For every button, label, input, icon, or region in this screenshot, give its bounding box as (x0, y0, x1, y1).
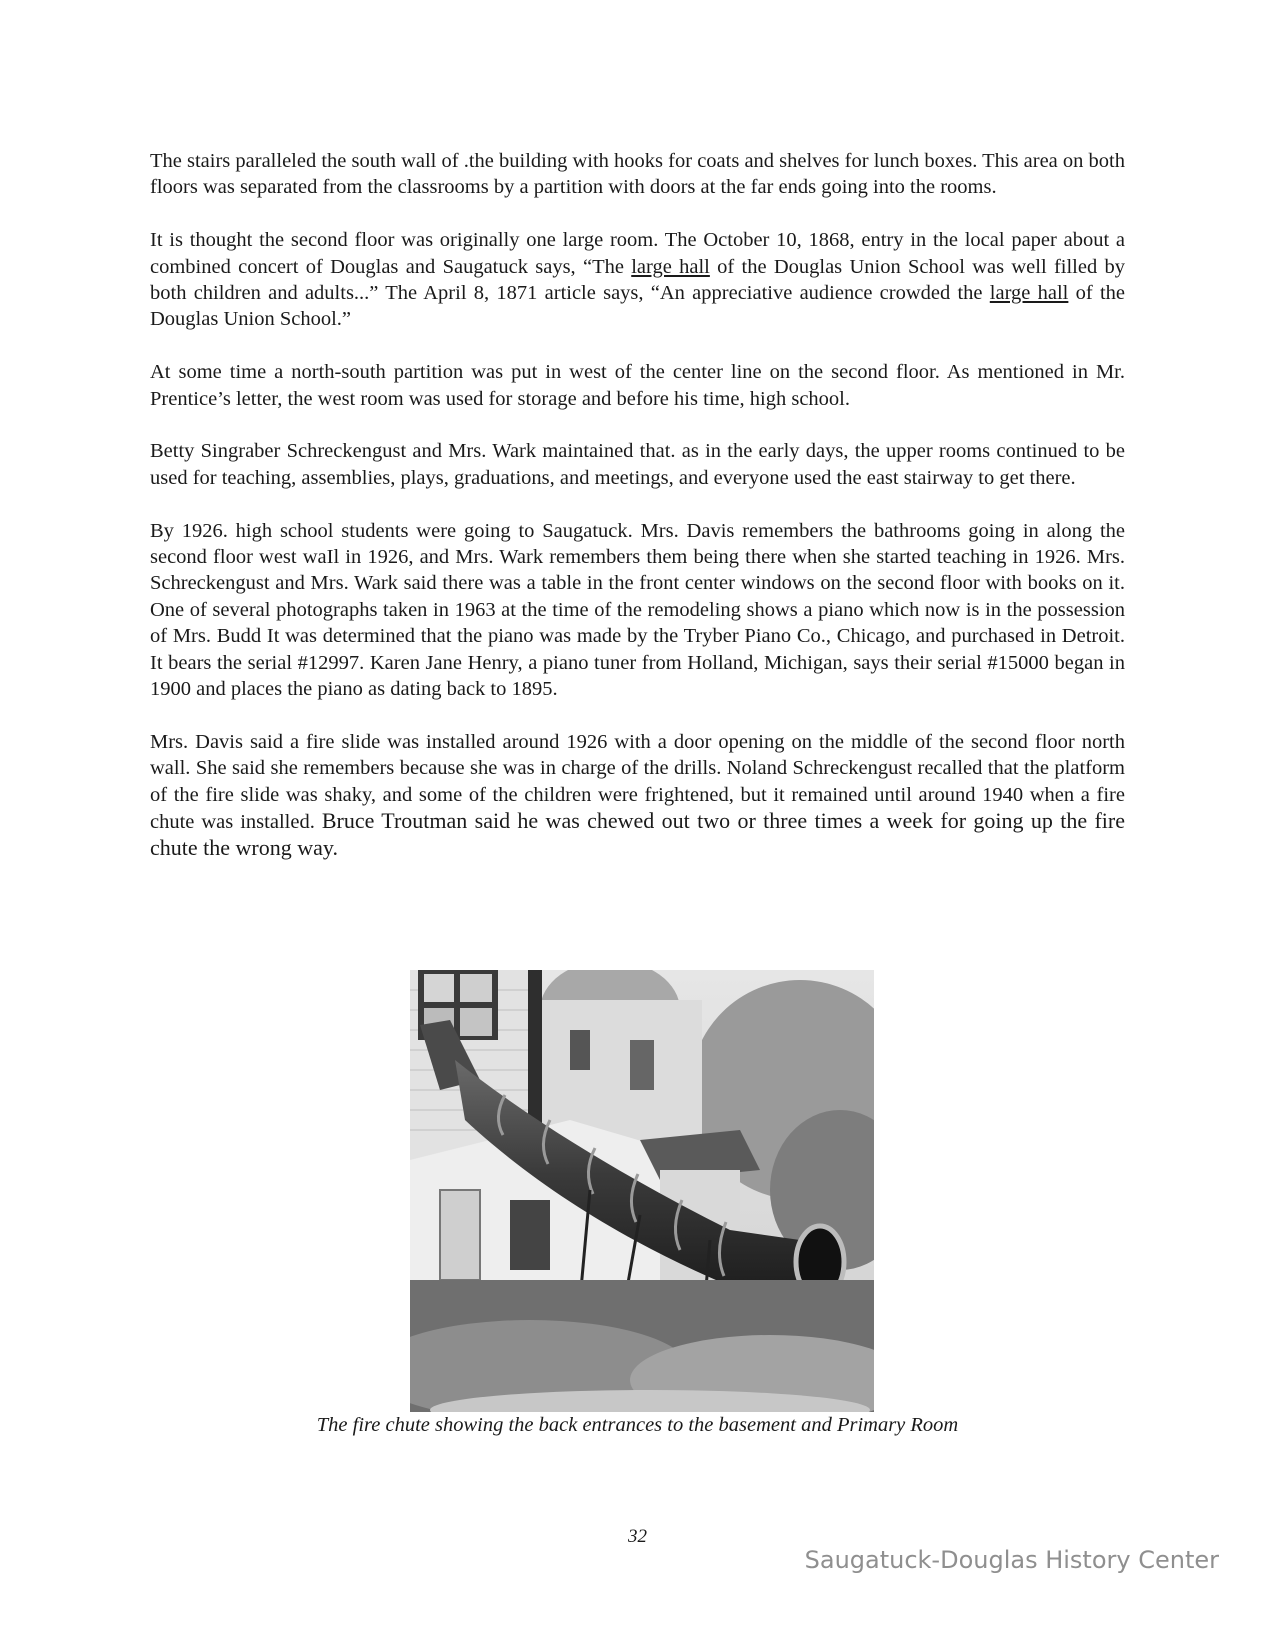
paragraph-large-hall-part-1: It is thought the second floor was originally one large room. The October 10, 1868, entry in the local paper about a combined concert of Douglas and Saugatuck says, “The (150, 229, 1125, 278)
paragraph-fire-slide-part-2: Bruce Troutman said he was chewed out two or three times a week for going up the fire chute the wrong way. (150, 808, 1126, 861)
photo-caption: The fire chute showing the back entrances to the basement and Primary Room (316, 1414, 959, 1436)
paragraph-partition: At some time a north-south partition was put in west of the center line on the second floor. As mentioned in Mr. Prentice’s letter, the west room was used for storage and before his time, high school. (150, 361, 1125, 410)
paragraph-large-hall (150, 227, 1125, 333)
paragraph-piano: By 1926. high school students were going to Saugatuck. Mrs. Davis remembers the bathrooms going in along the second floor west waIl in 1926, and Mrs. Wark remembers them being there when she started teaching in 1926. Mrs. Schreckengust and Mrs. Wark said there was a table in the front center windows on the second floor with books on it. One of several photographs taken in 1963 at the time of the remodeling shows a piano which now is in the possession of Mrs. Budd It was determined that the piano was made by the Tryber Piano Co., Chicago, and purchased in Detroit. It bears the serial #12997. Karen Jane Henry, a piano tuner from Holland, Michigan, says their serial #15000 began in 1900 and places the piano as dating back to 1895. (150, 519, 1125, 701)
paragraph-large-hall-part-3: of the Douglas Union School.” (150, 282, 1125, 331)
fire-chute-illustration (410, 970, 874, 1412)
body-text (150, 148, 1125, 863)
paragraph-fire-slide-part-1: Mrs. Davis said a fire slide was installed around 1926 with a door opening on the middle of the second floor north wall. She said she remembers because she was in charge of the drills. Noland Schreckengust recalled that the platform of the fire slide was shaky, and some of the children were frightened, but it remained until around 1940 when a fire chute was installed. (150, 730, 1125, 834)
fire-chute-photo (410, 970, 874, 1412)
page-number: 32 (628, 1526, 647, 1547)
paragraph-fire-slide (150, 729, 1125, 863)
history-center-watermark: Saugatuck-Douglas History Center (804, 1546, 1219, 1574)
paragraph-large-hall-part-2: of the Douglas Union School was well filled by both children and adults...” The April 8, 1871 article says, “An appreciative audience crowded the (150, 255, 1125, 305)
underlined-large-hall-2: large hall (989, 282, 1069, 305)
paragraph-stairs: The stairs paralleled the south wall of .the building with hooks for coats and shelves for lunch boxes. This area on both floors was separated from the classrooms by a partition with doors at the far ends going into the rooms. (150, 150, 1125, 199)
underlined-large-hall-1: large hall (631, 255, 710, 278)
paragraph-upper-rooms: Betty Singraber Schreckengust and Mrs. Wark maintained that. as in the early days, the upper rooms continued to be used for teaching, assemblies, plays, graduations, and meetings, and everyone used the east stairway to get there. (150, 440, 1125, 489)
